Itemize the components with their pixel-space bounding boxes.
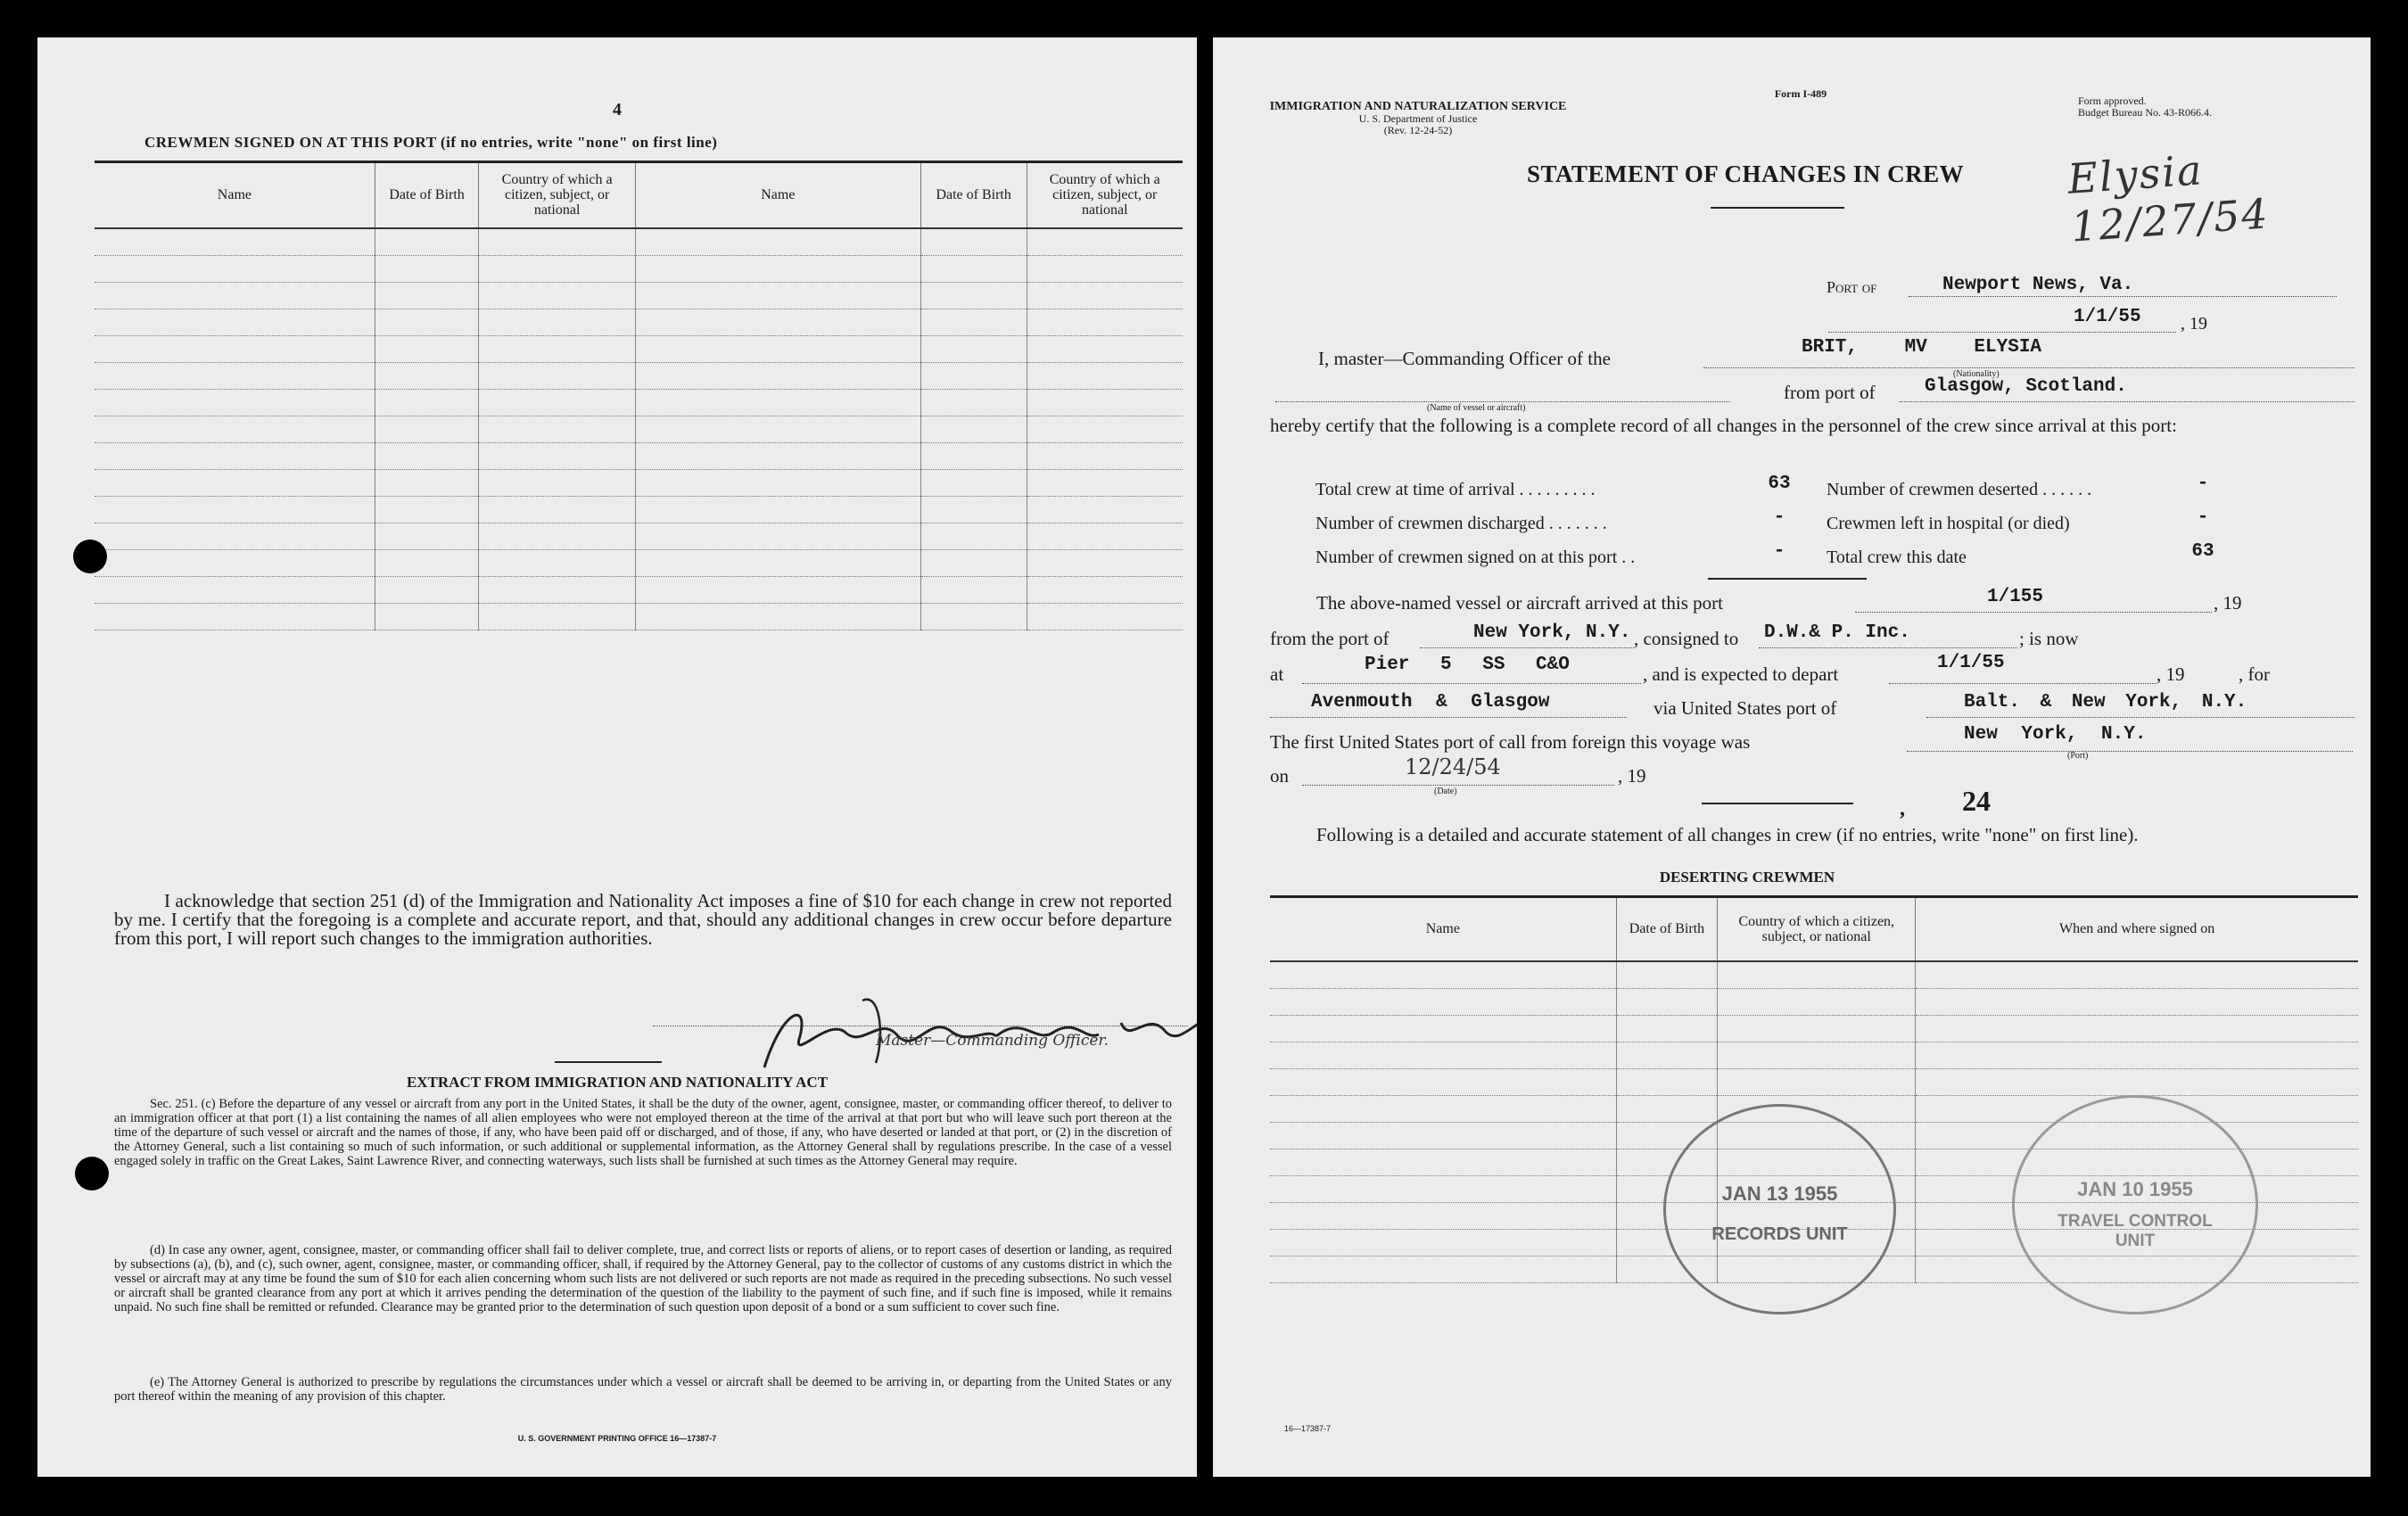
crewmen-signed-on-title: CREWMEN SIGNED ON AT THIS PORT (if no entries, write "none" on first line) xyxy=(144,134,718,151)
col-header: Name xyxy=(635,162,920,228)
table-cell xyxy=(1616,961,1718,989)
col-header: Country of which a citizen, subject, or national xyxy=(479,162,635,228)
table-cell xyxy=(1916,1068,2358,1095)
table-cell xyxy=(1718,1015,1916,1042)
arrived-label: The above-named vessel or aircraft arrived at this port xyxy=(1316,592,1723,614)
divider xyxy=(1702,803,1853,804)
table-cell xyxy=(479,549,635,576)
table-row xyxy=(95,228,1183,256)
table-cell xyxy=(920,523,1027,549)
table-row xyxy=(95,389,1183,416)
table-cell xyxy=(1027,362,1183,389)
table-cell xyxy=(375,228,479,256)
table-cell xyxy=(1027,469,1183,496)
table-cell xyxy=(1270,1202,1616,1229)
table-cell xyxy=(95,362,375,389)
table-cell xyxy=(479,416,635,442)
table-cell xyxy=(920,282,1027,309)
following-text: Following is a detailed and accurate statement of all changes in crew (if no entries, write "none" on first line). xyxy=(1316,824,2139,845)
col-header: Name xyxy=(95,162,375,228)
on-label: on xyxy=(1270,765,1289,787)
is-now-label: ; is now xyxy=(2019,628,2079,649)
fill-line xyxy=(1759,647,2017,648)
table-cell xyxy=(920,603,1027,630)
table-cell xyxy=(920,228,1027,256)
stat-label: Crewmen left in hospital (or died) xyxy=(1827,514,2070,533)
table-cell xyxy=(920,549,1027,576)
table-cell xyxy=(920,309,1027,335)
table-cell xyxy=(479,603,635,630)
stat-label: Number of crewmen deserted . . . . . . xyxy=(1827,480,2092,499)
table-cell xyxy=(635,389,920,416)
table-cell xyxy=(375,442,479,469)
table-cell xyxy=(1616,1015,1718,1042)
table-cell xyxy=(635,576,920,603)
signature-caption: Master—Commanding Officer. xyxy=(876,1032,1109,1050)
table-cell xyxy=(1027,255,1183,282)
section-d-text: (d) In case any owner, agent, consignee, master, or commanding officer shall fail to deliver complete, true, and correct lists or reports of aliens, or to report cases of desertion or landing, as required by subsections (a), (b), and (c), such owner, agent, consignee, master, or commanding officer, shall, if required by the Attorney General, pay to the collector of customs of any customs district in which the vessel or aircraft may at any time be found the sum of $10 for each alien concerning whom such lists are not delivered or such reports are not made as required in the preceding subsections. No such vessel or aircraft shall be granted clearance from any port at which it arrives pending the determination of the question of the liability to the payment of such fine, and if such fine is imposed, while it remains unpaid. No such fine shall be remitted or refunded. Clearance may be granted prior to the determination of such question upon deposit of a bond or a sum sufficient to cover such fine. xyxy=(114,1243,1172,1314)
on-value: 12/24/54 xyxy=(1405,754,1501,779)
table-cell xyxy=(479,362,635,389)
stat-signed-on xyxy=(1315,540,1635,574)
table-cell xyxy=(635,416,920,442)
printer-imprint: U. S. GOVERNMENT PRINTING OFFICE 16—17387-7 xyxy=(517,1434,717,1443)
title-underline xyxy=(1711,207,1844,209)
table-cell xyxy=(635,335,920,362)
table-cell xyxy=(1027,603,1183,630)
table-cell xyxy=(479,228,635,256)
table-cell xyxy=(1616,1095,1718,1122)
fill-line xyxy=(1420,647,1634,648)
stat-label: Total crew this date xyxy=(1827,548,1967,567)
table-cell xyxy=(1027,335,1183,362)
table-cell xyxy=(479,496,635,523)
form-number: Form I-489 xyxy=(1774,87,1827,100)
col-header: When and where signed on xyxy=(1916,897,2358,961)
table-row xyxy=(95,416,1183,442)
table-cell xyxy=(920,335,1027,362)
table-row xyxy=(95,362,1183,389)
table-cell xyxy=(635,309,920,335)
left-page xyxy=(37,37,1197,1477)
acknowledgment-text: I acknowledge that section 251 (d) of the Immigration and Nationality Act imposes a fine of $10 for each change in crew not reported by me. I certify that the foregoing is a complete and accurate report, and that, should any additional changes in crew occur before departure from this port, I will report such changes to the immigration authorities. xyxy=(114,890,1172,949)
fill-line xyxy=(1275,401,1730,402)
year-label: , 19 xyxy=(2181,314,2207,334)
table-cell xyxy=(95,309,375,335)
table-cell xyxy=(375,549,479,576)
col-header: Country of which a citizen, subject, or national xyxy=(1718,897,1916,961)
master-label: I, master—Commanding Officer of the xyxy=(1318,348,1611,369)
table-cell xyxy=(375,496,479,523)
table-cell xyxy=(1027,228,1183,256)
table-cell xyxy=(95,469,375,496)
nationality-caption: (Nationality) xyxy=(1953,369,2000,379)
consigned-label: , consigned to xyxy=(1634,628,1739,649)
table-cell xyxy=(920,469,1027,496)
table-cell xyxy=(635,255,920,282)
table-cell xyxy=(1270,961,1616,989)
table-cell xyxy=(1270,1256,1616,1282)
stats-right xyxy=(1827,473,2091,574)
fill-line xyxy=(1855,612,2212,613)
table-cell xyxy=(479,389,635,416)
table-cell xyxy=(375,523,479,549)
table-cell xyxy=(1916,1015,2358,1042)
col-header: Country of which a citizen, subject, or national xyxy=(1027,162,1183,228)
destination-value: Avenmouth & Glasgow xyxy=(1311,692,1550,713)
table-cell xyxy=(1027,496,1183,523)
fill-line xyxy=(1900,401,2354,402)
table-cell xyxy=(635,523,920,549)
table-cell xyxy=(920,255,1027,282)
table-cell xyxy=(95,523,375,549)
table-cell xyxy=(375,335,479,362)
table-row xyxy=(1270,1015,2358,1042)
depart-value: 1/1/55 xyxy=(1937,653,2005,673)
form-revision: (Rev. 12-24-52) xyxy=(1383,124,1453,136)
stats-left-values xyxy=(1757,467,1802,569)
via-label: via United States port of xyxy=(1653,697,1837,719)
stamp-text: TRAVEL CONTROL UNIT xyxy=(2058,1212,2213,1250)
right-page xyxy=(1213,37,2371,1477)
stat-discharged xyxy=(1315,507,1635,540)
year-label: , 19 xyxy=(1618,765,1646,787)
table-body xyxy=(95,228,1183,630)
crewmen-signed-on-table xyxy=(95,161,1183,630)
agency-name: IMMIGRATION AND NATURALIZATION SERVICE xyxy=(1269,100,1567,113)
table-cell xyxy=(1270,988,1616,1015)
table-cell xyxy=(95,549,375,576)
table-cell xyxy=(635,282,920,309)
table-cell xyxy=(95,416,375,442)
table-row xyxy=(95,523,1183,549)
stat-label: Number of crewmen signed on at this port . . xyxy=(1315,548,1636,567)
stamp-text: RECORDS UNIT xyxy=(1711,1224,1848,1244)
fill-line xyxy=(1302,683,1641,684)
stat-value: - xyxy=(2197,474,2209,494)
table-row xyxy=(95,255,1183,282)
stat-value: - xyxy=(1773,541,1785,562)
table-cell xyxy=(95,576,375,603)
table-cell xyxy=(635,496,920,523)
from-port-label: from port of xyxy=(1784,382,1876,403)
table-cell xyxy=(1027,576,1183,603)
table-cell xyxy=(479,469,635,496)
form-title: STATEMENT OF CHANGES IN CREW xyxy=(1527,161,1965,187)
stat-value: - xyxy=(2197,507,2209,528)
table-cell xyxy=(375,309,479,335)
section-e-text: (e) The Attorney General is authorized to prescribe by regulations the circumstances under which a vessel or aircraft shall be deemed to be arriving in, or departing from the United States or any port thereof within the meaning of any provision of this chapter. xyxy=(114,1375,1172,1404)
table-cell xyxy=(1270,1229,1616,1256)
table-row xyxy=(95,282,1183,309)
table-cell xyxy=(95,496,375,523)
stat-value: 63 xyxy=(2191,541,2214,562)
table-cell xyxy=(1270,1175,1616,1202)
vessel-value: BRIT, MV ELYSIA xyxy=(1802,337,2042,358)
table-cell xyxy=(1916,1042,2358,1068)
divider xyxy=(555,1061,662,1063)
table-cell xyxy=(375,416,479,442)
via-value: Balt. & New York, N.Y. xyxy=(1964,692,2247,713)
table-row xyxy=(95,335,1183,362)
fill-line xyxy=(1703,367,2354,368)
table-cell xyxy=(95,282,375,309)
table-cell xyxy=(375,255,479,282)
table-cell xyxy=(1718,1042,1916,1068)
table-cell xyxy=(479,442,635,469)
table-cell xyxy=(1027,282,1183,309)
stat-total-arrival xyxy=(1315,473,1635,507)
arrived-value: 1/155 xyxy=(1987,587,2044,607)
table-cell xyxy=(920,416,1027,442)
table-cell xyxy=(635,549,920,576)
table-cell xyxy=(1616,1068,1718,1095)
table-cell xyxy=(1718,988,1916,1015)
table-cell xyxy=(95,603,375,630)
table-row xyxy=(95,469,1183,496)
table-cell xyxy=(1270,1095,1616,1122)
date-caption: (Date) xyxy=(1434,787,1457,796)
table-cell xyxy=(375,603,479,630)
table-cell xyxy=(95,389,375,416)
table-cell xyxy=(1027,549,1183,576)
table-cell xyxy=(1027,442,1183,469)
fill-line xyxy=(1828,332,2176,333)
table-cell xyxy=(920,389,1027,416)
at-value: Pier 5 SS C&O xyxy=(1365,655,1570,675)
table-cell xyxy=(1027,309,1183,335)
table-cell xyxy=(920,442,1027,469)
table-row xyxy=(95,549,1183,576)
table-cell xyxy=(635,442,920,469)
date-value: 1/1/55 xyxy=(2074,307,2141,327)
comma: , xyxy=(1900,797,1905,820)
table-cell xyxy=(1027,523,1183,549)
at-label: at xyxy=(1270,663,1284,685)
stat-value: 63 xyxy=(1768,474,1791,494)
budget-bureau: Budget Bureau No. 43-R066.4. xyxy=(2078,106,2212,119)
table-cell xyxy=(375,389,479,416)
page-number: 4 xyxy=(613,100,622,119)
table-cell xyxy=(95,228,375,256)
table-cell xyxy=(920,496,1027,523)
section-c-text: Sec. 251. (c) Before the departure of any vessel or aircraft from any port in the United States, it shall be the duty of the owner, agent, consignee, master, or commanding officer thereof, to deliver to an immigration officer at that port (1) a list containing the names of all alien employees who were not employed thereon at the time of the arrival at that port but who will leave such port thereon at the time of the departure of such vessel or aircraft and the names of those, if any, who have been paid off or discharged, and of those, if any, who have deserted or landed at that port, or (2) in the discretion of the Attorney General, such a list containing so much of such information, or such additional or supplemental information, as the Attorney General shall by regulations prescribe. In the case of a vessel engaged solely in traffic on the Great Lakes, Saint Lawrence River, and connecting waterways, such lists shall be furnished at such times as the Attorney General may require. xyxy=(114,1097,1172,1168)
from-port2-label: from the port of xyxy=(1270,628,1390,649)
table-cell xyxy=(1916,988,2358,1015)
from-port2-value: New York, N.Y. xyxy=(1473,622,1631,643)
fill-line xyxy=(1270,717,1627,718)
year-label: , 19 xyxy=(2156,663,2185,685)
table-cell xyxy=(375,576,479,603)
col-header: Date of Birth xyxy=(375,162,479,228)
stat-label: Total crew at time of arrival . . . . . . . . . xyxy=(1315,480,1596,499)
table-cell xyxy=(1916,961,2358,989)
table-cell xyxy=(635,228,920,256)
table-cell xyxy=(95,442,375,469)
handwritten-note: Elysia 12/27/54 xyxy=(2066,145,2272,251)
col-header: Date of Birth xyxy=(920,162,1027,228)
department-name: U. S. Department of Justice xyxy=(1358,112,1478,125)
fill-line xyxy=(1909,296,2337,297)
records-unit-stamp xyxy=(1663,1104,1896,1314)
table-row xyxy=(95,576,1183,603)
from-port-value: Glasgow, Scotland. xyxy=(1925,376,2127,397)
for-label: , for xyxy=(2239,663,2270,685)
table-cell xyxy=(1270,1015,1616,1042)
table-cell xyxy=(95,255,375,282)
table-cell xyxy=(1616,1042,1718,1068)
stamp-date: JAN 10 1955 xyxy=(2077,1178,2193,1200)
table-cell xyxy=(1270,1149,1616,1175)
fill-line xyxy=(1907,751,2353,752)
table-row xyxy=(95,442,1183,469)
table-cell xyxy=(920,576,1027,603)
travel-control-stamp xyxy=(2012,1095,2258,1314)
table-cell xyxy=(95,335,375,362)
table-cell xyxy=(375,469,479,496)
stats-right-values xyxy=(2176,467,2230,569)
table-row xyxy=(1270,961,2358,989)
table-cell xyxy=(920,362,1027,389)
table-cell xyxy=(1270,1068,1616,1095)
stat-label: Number of crewmen discharged . . . . . . . xyxy=(1315,514,1607,533)
table-cell xyxy=(1270,1122,1616,1149)
punch-hole xyxy=(73,540,107,573)
table-cell xyxy=(479,282,635,309)
consigned-value: D.W.& P. Inc. xyxy=(1764,622,1910,643)
table-row xyxy=(95,309,1183,335)
table-cell xyxy=(635,603,920,630)
vessel-caption: (Name of vessel or aircraft) xyxy=(1427,403,1526,413)
port-caption: (Port) xyxy=(2067,751,2089,761)
port-value: Newport News, Va. xyxy=(1942,275,2134,295)
port-label: Port of xyxy=(1827,278,1877,296)
table-row xyxy=(95,603,1183,630)
punch-hole xyxy=(75,1157,109,1191)
stamp-date: JAN 13 1955 xyxy=(1721,1182,1838,1205)
stat-value: - xyxy=(1773,507,1785,528)
table-row xyxy=(1270,1042,2358,1068)
table-cell xyxy=(375,282,479,309)
deserting-title: DESERTING CREWMEN xyxy=(1659,869,1835,886)
table-cell xyxy=(1027,389,1183,416)
form-number-value: 24 xyxy=(1962,785,1991,817)
fill-line xyxy=(1889,683,2156,684)
first-port-value: New York, N.Y. xyxy=(1964,724,2147,745)
col-header: Date of Birth xyxy=(1616,897,1718,961)
divider xyxy=(1708,578,1867,580)
table-cell xyxy=(635,469,920,496)
table-cell xyxy=(1616,988,1718,1015)
table-cell xyxy=(1270,1042,1616,1068)
table-row xyxy=(1270,1068,2358,1095)
extract-title: EXTRACT FROM IMMIGRATION AND NATIONALITY ACT xyxy=(406,1074,829,1091)
stats-left xyxy=(1315,473,1635,574)
table-cell xyxy=(479,523,635,549)
year-label: , 19 xyxy=(2214,592,2242,614)
col-header: Name xyxy=(1270,897,1616,961)
fill-line xyxy=(1302,785,1614,786)
table-cell xyxy=(1027,416,1183,442)
table-cell xyxy=(1718,961,1916,989)
certify-text: hereby certify that the following is a complete record of all changes in the personnel of the crew since arrival at this port: xyxy=(1270,415,2177,436)
first-port-label: The first United States port of call from foreign this voyage was xyxy=(1270,731,1751,753)
table-cell xyxy=(635,362,920,389)
fill-line xyxy=(1926,717,2354,718)
approval-note: Form approved. xyxy=(2078,95,2147,107)
table-cell xyxy=(1718,1068,1916,1095)
table-cell xyxy=(479,309,635,335)
footer-code: 16—17387-7 xyxy=(1284,1424,1332,1433)
table-cell xyxy=(375,362,479,389)
table-cell xyxy=(479,335,635,362)
table-cell xyxy=(479,255,635,282)
table-cell xyxy=(479,576,635,603)
table-row xyxy=(1270,988,2358,1015)
table-row xyxy=(95,496,1183,523)
depart-label: , and is expected to depart xyxy=(1643,663,1839,685)
